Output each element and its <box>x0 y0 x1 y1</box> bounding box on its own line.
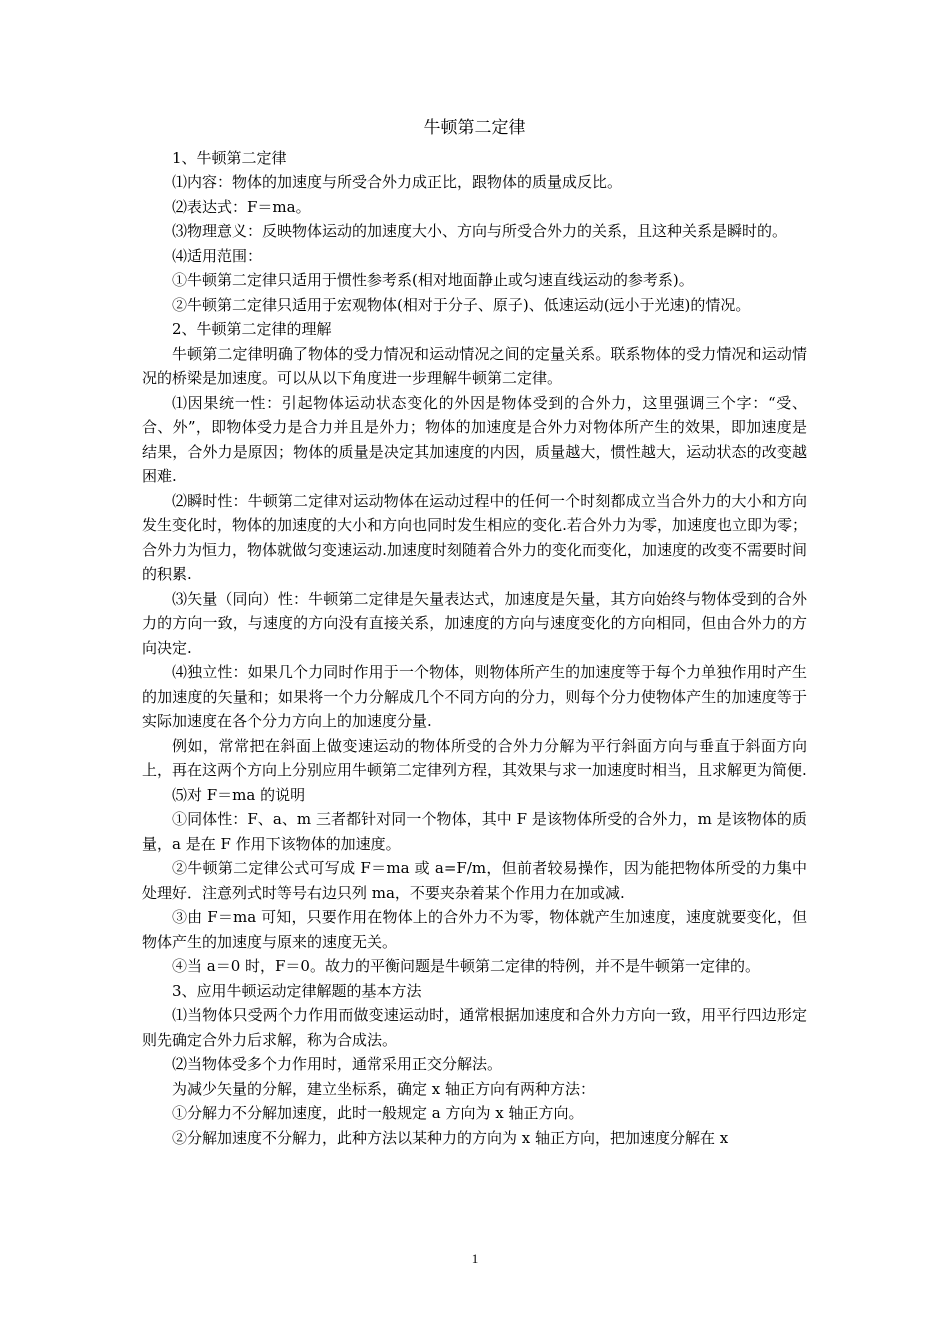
paragraph-scope: ⑷适用范围： <box>172 246 263 265</box>
paragraph-example: 例如，常常把在斜面上做变速运动的物体所受的合外力分解为平行斜面方向与垂直于斜面方向上，再在这两个方向上分别应用牛顿第二定律列方程，其效果与求一加速度时相当，且求解更为简便. <box>142 736 807 779</box>
paragraph-equilibrium: ④当 a＝0 时，F＝0。故力的平衡问题是牛顿第二定律的特例，并不是牛顿第一定律的。 <box>172 957 760 975</box>
paragraph-independence: ⑷独立性：如果几个力同时作用于一个物体，则物体所产生的加速度等于每个力单独作用时产生的加速度的矢量和；如果将一个力分解成几个不同方向的分力，则每个分力使物体产生的加速度等于实际加速度在各个分力方向上的加速度分量. <box>142 663 807 730</box>
section-heading-3: 3、应用牛顿运动定律解题的基本方法 <box>172 981 422 1000</box>
paragraph-expression: ⑵表达式：F＝ma。 <box>172 197 311 216</box>
paragraph-instantaneity: ⑵瞬时性：牛顿第二定律对运动物体在运动过程中的任何一个时刻都成立当合外力的大小和方向发生变化时，物体的加速度的大小和方向也同时发生相应的变化.若合外力为零，加速度也立即为零；合外力为恒力，物体就做匀变速运动.加速度时刻随着合外力的变化而变化，加速度的改变不需要时间的积累. <box>142 491 807 583</box>
paragraph-scope-inertial: ①牛顿第二定律只适用于惯性参考系(相对地面静止或匀速直线运动的参考系)。 <box>172 271 694 289</box>
paragraph-physical-meaning: ⑶物理意义：反映物体运动的加速度大小、方向与所受合外力的关系，且这种关系是瞬时的。 <box>172 222 788 240</box>
section-heading-1: 1、牛顿第二定律 <box>172 148 287 167</box>
paragraph-acceleration-velocity: ③由 F＝ma 可知，只要作用在物体上的合外力不为零，物体就产生加速度，速度就要变化，但物体产生的加速度与原来的速度无关。 <box>142 908 807 951</box>
paragraph-causality: ⑴因果统一性：引起物体运动状态变化的外因是物体受到的合外力，这里强调三个字：“受、合、外”，即物体受力是合力并且是外力；物体的加速度是合外力对物体所产生的效果，即加速度是结果，合外力是原因；物体的质量是决定其加速度的内因，质量越大，惯性越大，运动状态的改变越困难. <box>142 393 807 485</box>
section-heading-2: 2、牛顿第二定律的理解 <box>172 320 332 338</box>
paragraph-content: ⑴内容：物体的加速度与所受合外力成正比，跟物体的质量成反比。 <box>172 173 623 191</box>
paragraph-decompose-force: ①分解力不分解加速度，此时一般规定 a 方向为 x 轴正方向。 <box>172 1104 584 1122</box>
paragraph-composition-method: ⑴当物体只受两个力作用而做变速运动时，通常根据加速度和合外力方向一致，用平行四边形定则先确定合外力后求解，称为合成法。 <box>142 1006 807 1049</box>
paragraph-coordinate-system: 为减少矢量的分解，建立坐标系，确定 x 轴正方向有两种方法： <box>172 1079 595 1098</box>
page-number: 1 <box>471 1251 479 1266</box>
paragraph-same-body: ①同体性：F、a、m 三者都针对同一个物体，其中 F 是该物体所受的合外力，m 是该物体的质量，a 是在 F 作用下该物体的加速度。 <box>142 810 807 853</box>
paragraph-understanding-intro: 牛顿第二定律明确了物体的受力情况和运动情况之间的定量关系。联系物体的受力情况和运动情况的桥梁是加速度。可以从以下角度进一步理解牛顿第二定律。 <box>142 344 807 387</box>
paragraph-scope-macroscopic: ②牛顿第二定律只适用于宏观物体(相对于分子、原子)、低速运动(远小于光速)的情况。 <box>172 295 751 314</box>
paragraph-vector: ⑶矢量（同向）性：牛顿第二定律是矢量表达式，加速度是矢量，其方向始终与物体受到的合外力的方向一致，与速度的方向没有直接关系，加速度的方向与速度变化的方向相同，但由合外力的方向决定. <box>142 589 807 657</box>
document-title: 牛顿第二定律 <box>423 118 526 138</box>
document-body <box>142 116 807 1150</box>
paragraph-decompose-acceleration: ②分解加速度不分解力，此种方法以某种力的方向为 x 轴正方向，把加速度分解在 x <box>172 1128 729 1147</box>
paragraph-formula-forms: ②牛顿第二定律公式可写成 F＝ma 或 a=F/m，但前者较易操作，因为能把物体所受的力集中处理好．注意列式时等号右边只列 ma，不要夹杂着某个作用力在加或减. <box>142 859 807 902</box>
paragraph-fma-heading: ⑸对 F＝ma 的说明 <box>172 785 306 804</box>
paragraph-orthogonal-method: ⑵当物体受多个力作用时，通常采用正交分解法。 <box>172 1055 503 1073</box>
